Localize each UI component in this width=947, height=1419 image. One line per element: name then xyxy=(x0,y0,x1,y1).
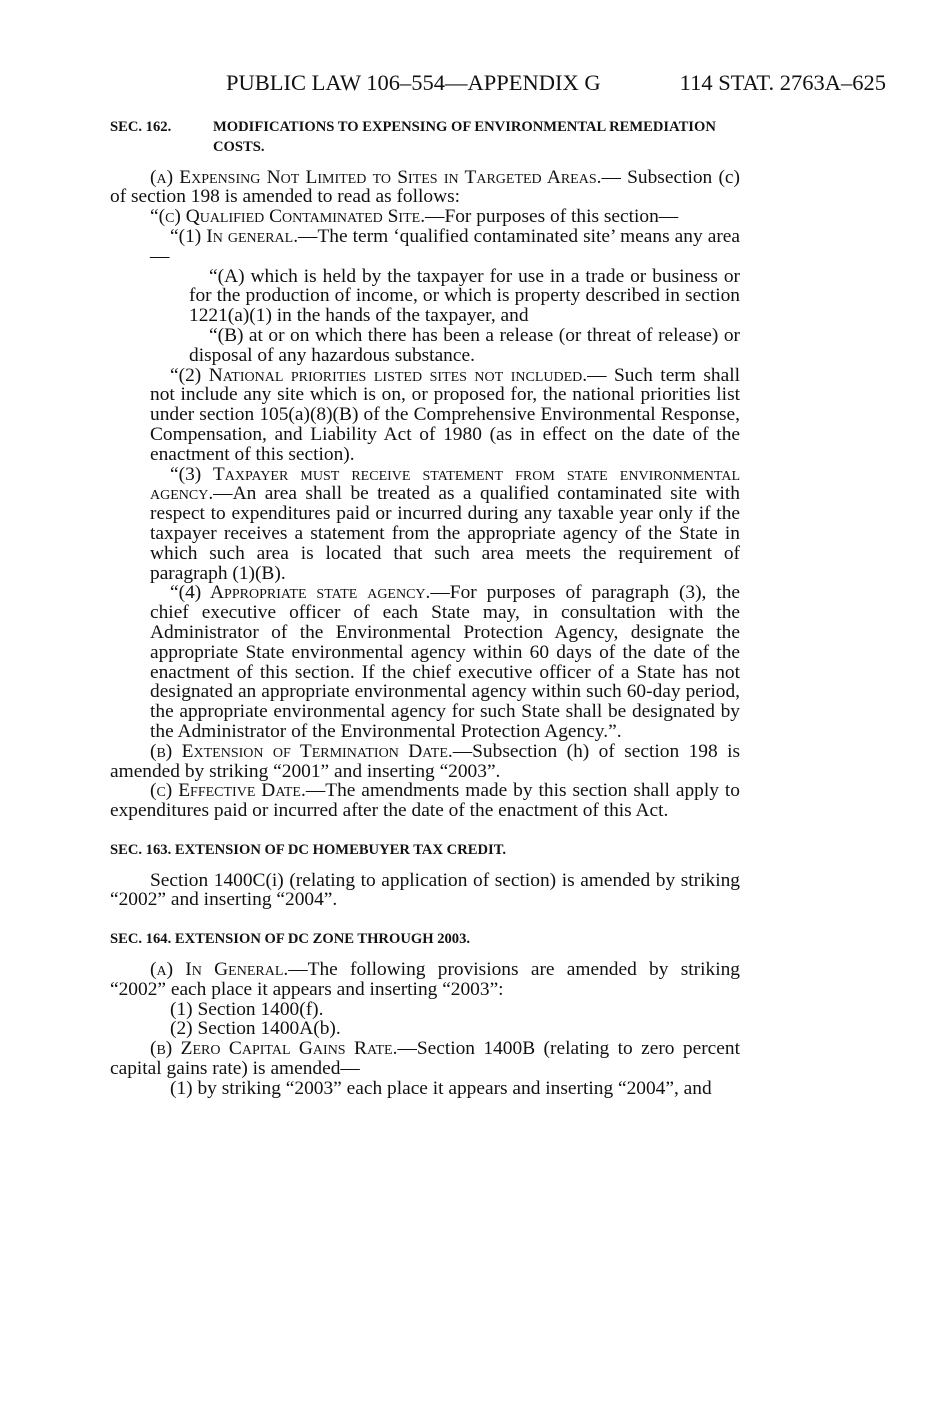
subparagraph-A xyxy=(189,267,740,326)
subparagraph-text: “(B) at or on which there has been a release (or threat of release) or disposal of any hazardous substance. xyxy=(189,324,740,366)
subsection-heading: (b) Extension of Termination Date.— xyxy=(150,740,473,762)
paragraph-1 xyxy=(150,227,740,267)
list-item: (1) Section 1400(f). xyxy=(170,998,324,1020)
paragraph-3 xyxy=(150,465,740,584)
subsection-heading: (a) Expensing Not Limited to Sites in Targeted Areas.— xyxy=(150,166,621,188)
subsection-a xyxy=(110,168,740,208)
subparagraph-text: “(A) which is held by the taxpayer for use in a trade or business or for the production of income, or which is property described in section 1221(a)(1) in the hands of the taxpayer, and xyxy=(189,265,740,327)
section-title: EXTENSION OF DC HOMEBUYER TAX CREDIT. xyxy=(174,841,506,858)
subsection-a xyxy=(110,960,740,1000)
paragraph-text: For purposes of paragraph (3), the chief executive officer of each State may, in consultation with the Administrator of the Environmental Protection Agency, designate the appropriate State environmental agency within 60 days of the date of the enactment of this section. If the chief executive officer of a State has not designated an appropriate environmental agency within such 60-day period, the appropriate environmental agency for such State shall be designated by the Administrator of the Environmental Protection Agency.”. xyxy=(150,582,740,742)
subsection-text: Section 1400B (relating to zero percent capital gains rate) is amended— xyxy=(110,1038,740,1080)
paragraph-heading: “(4) Appropriate state agency.— xyxy=(170,582,450,604)
section-title: EXTENSION OF DC ZONE THROUGH 2003. xyxy=(174,931,471,948)
subsection-heading: (b) Zero Capital Gains Rate.— xyxy=(150,1038,417,1060)
paragraph-heading: “(3) Taxpayer must receive statement from state environmental agency.— xyxy=(150,463,740,505)
quoted-subsection-c xyxy=(110,207,740,227)
list-item: (2) Section 1400A(b). xyxy=(170,1018,341,1040)
paragraph-1: (1) by striking “2003” each place it appears and inserting “2004”, and xyxy=(170,1077,712,1099)
section-163-text: Section 1400C(i) (relating to application of section) is amended by striking “2002” and inserting “2004”. xyxy=(110,869,740,911)
subsection-text: The following provisions are amended by striking “2002” each place it appears and inserting “2003”: xyxy=(110,959,740,1000)
paragraph-heading: “(1) In general.— xyxy=(170,225,318,247)
section-number: SEC. 164. xyxy=(110,931,172,948)
subsection-text: The amendments made by this section shall apply to expenditures paid or incurred after the date of the enactment of this Act. xyxy=(110,780,740,822)
subsection-text: Subsection (c) of section 198 is amended to read as follows: xyxy=(110,166,740,208)
subsection-b xyxy=(110,1039,740,1079)
subsection-b xyxy=(110,742,740,782)
header-statute-page: 114 STAT. 2763A–625 xyxy=(679,70,886,95)
subparagraph-B xyxy=(189,326,740,366)
paragraph-2 xyxy=(150,366,740,465)
paragraph-text: Such term shall not include any site which is on, or proposed for, the national priorities list under section 105(a)(8)(B) of the Comprehensive Environmental Response, Compensation, and Liability Act of 1980 (as in effect on the date of the enactment of this section). xyxy=(150,364,740,465)
subsection-text: Subsection (h) of section 198 is amended by striking “2001” and inserting “2003”. xyxy=(110,740,740,782)
subsection-heading: (a) In General.— xyxy=(150,959,308,981)
section-heading-163 xyxy=(110,841,740,861)
subsection-text: For purposes of this section— xyxy=(444,206,679,228)
paragraph-heading: “(2) National priorities listed sites not included.— xyxy=(170,364,607,386)
document-body xyxy=(110,118,740,1099)
subsection-c xyxy=(110,781,740,821)
subsection-heading: (c) Effective Date.— xyxy=(150,780,326,802)
paragraph-text: The term ‘qualified contaminated site’ means any area— xyxy=(150,225,740,267)
paragraph-text: An area shall be treated as a qualified contaminated site with respect to expenditures paid or incurred during any taxable year only if the taxpayer receives a statement from the appropriate agency of the State in which such area is located that such area meets the requirement of paragraph (1)(B). xyxy=(150,483,740,584)
section-heading-162 xyxy=(110,118,740,158)
header-law-title: PUBLIC LAW 106–554—APPENDIX G xyxy=(226,70,601,95)
section-number: SEC. 163. xyxy=(110,841,172,858)
subsection-heading: “(c) Qualified Contaminated Site.— xyxy=(150,206,445,228)
paragraph-4 xyxy=(150,583,740,741)
section-number: SEC. 162. xyxy=(110,119,172,135)
section-heading-164 xyxy=(110,930,740,950)
section-title: MODIFICATIONS TO EXPENSING OF ENVIRONMENTAL REMEDIATION COSTS. xyxy=(213,119,716,155)
